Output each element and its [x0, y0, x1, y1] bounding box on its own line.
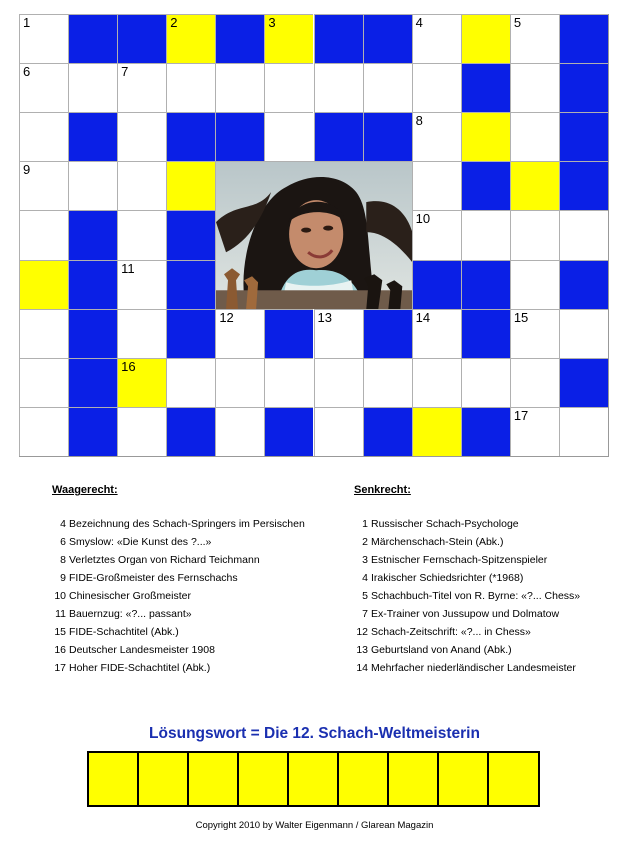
grid-cell[interactable]: [363, 63, 412, 112]
clue-number: 16: [121, 358, 136, 374]
across-clues: [52, 484, 305, 677]
across-clue: [52, 569, 305, 587]
clue-number: 11: [55, 608, 66, 620]
grid-cell: [166, 112, 215, 161]
grid-cell[interactable]: [412, 161, 461, 210]
grid-cell: [166, 407, 215, 456]
down-clue: [354, 605, 580, 623]
clue-text: Bauernzug: «?... passant»: [69, 608, 192, 620]
across-clue: [52, 533, 305, 551]
grid-cell[interactable]: [412, 358, 461, 407]
grid-cell: [461, 161, 510, 210]
grid-cell: [264, 407, 313, 456]
solution-box[interactable]: [289, 753, 339, 805]
solution-boxes: [87, 751, 540, 807]
across-clue: [52, 551, 305, 569]
clue-text: Verletztes Organ von Richard Teichmann: [69, 554, 260, 566]
grid-cell[interactable]: [19, 112, 68, 161]
grid-cell: [559, 260, 608, 309]
grid-cell[interactable]: [117, 260, 166, 309]
grid-cell[interactable]: [19, 260, 68, 309]
grid-cell[interactable]: [314, 63, 363, 112]
clue-number: 1: [23, 15, 31, 30]
solution-box[interactable]: [139, 753, 189, 805]
grid-cell: [363, 112, 412, 161]
clue-number: 11: [121, 260, 135, 276]
solution-title: Lösungswort = Die 12. Schach-Weltmeisterin: [149, 725, 480, 742]
grid-cell[interactable]: [510, 161, 559, 210]
grid-cell[interactable]: [215, 407, 264, 456]
grid-cell[interactable]: [68, 161, 117, 210]
grid-cell: [363, 309, 412, 358]
grid-cell[interactable]: [166, 358, 215, 407]
grid-cell[interactable]: [117, 161, 166, 210]
grid-cell[interactable]: [166, 14, 215, 63]
clue-number: 15: [54, 626, 66, 638]
grid-cell[interactable]: [412, 309, 461, 358]
clue-number: 17: [513, 407, 529, 423]
clue-text: Russischer Schach-Psychologe: [371, 518, 519, 530]
clue-number: 15: [513, 309, 529, 325]
grid-cell[interactable]: [264, 63, 313, 112]
down-clue: [354, 587, 580, 605]
down-clue: [354, 533, 580, 551]
clue-number: 16: [54, 644, 66, 656]
grid-cell[interactable]: [363, 358, 412, 407]
grid-cell: [461, 260, 510, 309]
grid-cell[interactable]: [510, 14, 559, 63]
grid-cell[interactable]: [19, 14, 68, 63]
clue-text: Ex-Trainer von Jussupow und Dolmatow: [371, 608, 560, 620]
grid-cell[interactable]: [19, 161, 68, 210]
clue-number: 4: [415, 15, 423, 30]
grid-cell: [215, 112, 264, 161]
grid-cell: [461, 407, 510, 456]
grid-cell[interactable]: [117, 407, 166, 456]
clue-text: Irakischer Schiedsrichter (*1968): [371, 572, 524, 584]
clue-text: Märchenschach-Stein (Abk.): [371, 536, 504, 548]
grid-cell: [117, 14, 166, 63]
grid-cell[interactable]: [215, 63, 264, 112]
clue-number: 12: [219, 309, 234, 325]
grid-cell[interactable]: [461, 358, 510, 407]
across-clue: [52, 659, 305, 677]
grid-cell[interactable]: [19, 210, 68, 259]
grid-cell[interactable]: [264, 112, 313, 161]
clue-number: 2: [362, 536, 368, 548]
solution-box[interactable]: [489, 753, 538, 805]
grid-cell[interactable]: [117, 309, 166, 358]
grid-cell: [461, 63, 510, 112]
clue-number: 13: [317, 309, 332, 325]
grid-cell[interactable]: [510, 63, 559, 112]
clue-number: 9: [23, 162, 31, 178]
grid-cell[interactable]: [117, 112, 166, 161]
grid-cell[interactable]: [461, 112, 510, 161]
grid-cell[interactable]: [412, 210, 461, 259]
clue-text: FIDE-Großmeister des Fernschachs: [69, 572, 238, 584]
grid-cell[interactable]: [510, 210, 559, 259]
clue-number: 9: [60, 572, 66, 584]
grid-cell[interactable]: [215, 309, 264, 358]
grid-cell: [559, 161, 608, 210]
grid-cell: [363, 407, 412, 456]
clue-number: 3: [268, 15, 276, 30]
grid-cell[interactable]: [264, 14, 313, 63]
across-clue: [52, 587, 305, 605]
grid-cell[interactable]: [559, 309, 608, 358]
grid-cell[interactable]: [559, 210, 608, 259]
clue-text: Smyslow: «Die Kunst des ?...»: [69, 536, 212, 548]
grid-cell[interactable]: [117, 210, 166, 259]
grid-cell[interactable]: [461, 210, 510, 259]
clue-text: Bezeichnung des Schach-Springers im Persischen: [69, 518, 305, 530]
clue-text: Geburtsland von Anand (Abk.): [371, 644, 512, 656]
clue-number: 8: [415, 113, 423, 129]
grid-cell: [68, 358, 117, 407]
across-heading: Waagerecht:: [52, 484, 118, 496]
solution-box[interactable]: [189, 753, 239, 805]
clue-number: 2: [170, 15, 178, 30]
grid-cell: [461, 309, 510, 358]
clue-text: FIDE-Schachtitel (Abk.): [69, 626, 179, 638]
grid-cell[interactable]: [19, 63, 68, 112]
grid-cell: [363, 14, 412, 63]
grid-cell[interactable]: [264, 358, 313, 407]
grid-cell: [559, 112, 608, 161]
grid-cell: [264, 309, 313, 358]
clue-text: Schach-Zeitschrift: «?... in Chess»: [371, 626, 531, 638]
portrait-photo: [215, 161, 411, 308]
clue-number: 5: [362, 590, 368, 602]
clue-text: Hoher FIDE-Schachtitel (Abk.): [69, 662, 211, 674]
solution-box[interactable]: [439, 753, 489, 805]
grid-cell[interactable]: [117, 358, 166, 407]
clue-number: 5: [513, 15, 522, 30]
grid-cell[interactable]: [19, 407, 68, 456]
clue-text: Chinesischer Großmeister: [69, 590, 191, 602]
grid-cell[interactable]: [510, 260, 559, 309]
clue-number: 4: [60, 518, 66, 530]
grid-cell[interactable]: [412, 407, 461, 456]
across-clue: [52, 605, 305, 623]
clue-number: 6: [60, 536, 66, 548]
copyright: Copyright 2010 by Walter Eigenmann / Glarean Magazin: [195, 820, 434, 831]
down-clue: [354, 659, 580, 677]
grid-cell[interactable]: [19, 309, 68, 358]
grid-cell: [559, 358, 608, 407]
clue-number: 13: [356, 644, 368, 656]
grid-cell[interactable]: [412, 112, 461, 161]
grid-cell[interactable]: [166, 63, 215, 112]
down-clue: [354, 569, 580, 587]
clue-number: 6: [23, 64, 31, 80]
grid-cell: [68, 14, 117, 63]
clue-number: 1: [362, 518, 368, 530]
clue-number: 7: [362, 608, 368, 620]
down-clues: [354, 484, 580, 677]
across-clue: [52, 641, 305, 659]
across-clue: [52, 623, 305, 641]
clue-text: Deutscher Landesmeister 1908: [69, 644, 215, 656]
down-heading: Senkrecht:: [354, 484, 411, 496]
solution-box[interactable]: [339, 753, 389, 805]
grid-cell: [166, 309, 215, 358]
grid-cell[interactable]: [314, 407, 363, 456]
grid-cell[interactable]: [510, 112, 559, 161]
grid-cell[interactable]: [19, 358, 68, 407]
grid-cell: [68, 210, 117, 259]
grid-cell[interactable]: [215, 358, 264, 407]
clue-text: Mehrfacher niederländischer Landesmeister: [371, 662, 576, 674]
clue-number: 3: [362, 554, 368, 566]
grid-cell[interactable]: [510, 407, 559, 456]
grid-cell: [166, 260, 215, 309]
grid-cell: [314, 112, 363, 161]
grid-cell: [215, 14, 264, 63]
down-clue: [354, 551, 580, 569]
grid-cell: [166, 210, 215, 259]
grid-cell: [68, 112, 117, 161]
clue-number: 17: [54, 662, 66, 674]
clue-number: 7: [121, 64, 129, 80]
solution-box[interactable]: [239, 753, 289, 805]
clue-number: 10: [415, 211, 431, 227]
grid-cell[interactable]: [314, 309, 363, 358]
down-clue: [354, 623, 580, 641]
solution-box[interactable]: [89, 753, 139, 805]
across-clue-list: [52, 515, 305, 677]
clue-number: 8: [60, 554, 66, 566]
grid-cell: [314, 14, 363, 63]
grid-cell: [412, 260, 461, 309]
clue-text: Schachbuch-Titel von R. Byrne: «?... Chess»: [371, 590, 581, 602]
clue-number: 14: [356, 662, 368, 674]
grid-cell[interactable]: [68, 63, 117, 112]
grid-cell[interactable]: [461, 14, 510, 63]
grid-cell[interactable]: [510, 309, 559, 358]
grid-cell: [68, 407, 117, 456]
crossword-grid: [19, 14, 609, 457]
clue-number: 10: [54, 590, 66, 602]
grid-cell: [559, 14, 608, 63]
grid-cell[interactable]: [510, 358, 559, 407]
grid-cell: [559, 63, 608, 112]
clue-text: Estnischer Fernschach-Spitzenspieler: [371, 554, 548, 566]
grid-cell[interactable]: [166, 161, 215, 210]
clue-number: 4: [362, 572, 368, 584]
grid-cell[interactable]: [117, 63, 166, 112]
clue-number: 12: [356, 626, 368, 638]
across-clue: [52, 515, 305, 533]
down-clue: [354, 515, 580, 533]
down-clue: [354, 641, 580, 659]
clue-number: 14: [415, 309, 431, 325]
grid-cell: [68, 309, 117, 358]
grid-cell[interactable]: [559, 407, 608, 456]
grid-cell[interactable]: [412, 63, 461, 112]
down-clue-list: [354, 515, 580, 677]
grid-cell[interactable]: [314, 358, 363, 407]
grid-cell: [68, 260, 117, 309]
grid-cell[interactable]: [412, 14, 461, 63]
solution-box[interactable]: [389, 753, 439, 805]
